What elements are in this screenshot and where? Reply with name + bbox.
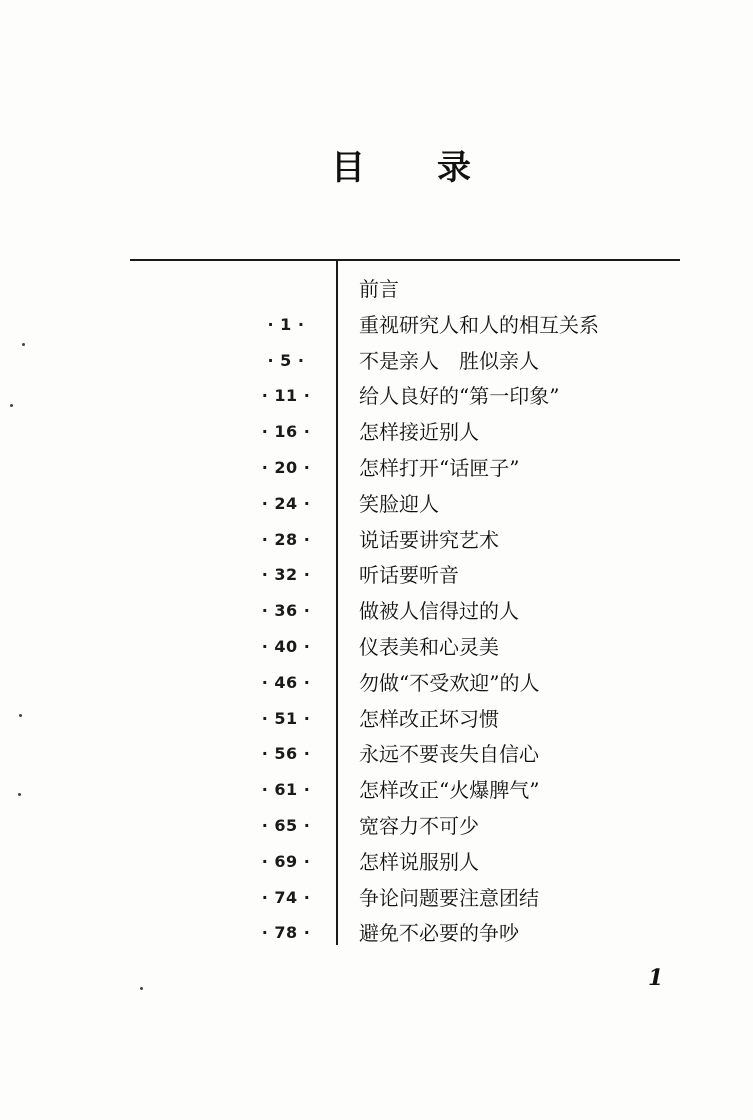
toc-entry-title: 仪表美和心灵美: [359, 634, 499, 659]
toc-entry-title: 怎样改正“火爆脾气”: [359, 778, 540, 803]
toc-entry: [0, 702, 753, 738]
toc-entry-title: 笑脸迎人: [359, 491, 439, 516]
toc-entry-title: 永远不要丧失自信心: [359, 742, 539, 767]
toc-page-number: · 32 ·: [261, 565, 311, 585]
toc-entry: [0, 487, 753, 523]
toc-entry-title: 不是亲人 胜似亲人: [359, 348, 539, 373]
toc-entry: [0, 451, 753, 487]
page-number-folio: 1: [648, 965, 664, 991]
toc-entry-title: 给人良好的“第一印象”: [359, 384, 560, 409]
toc-entry: [0, 558, 753, 594]
toc-entry-title: 怎样接近别人: [359, 420, 479, 445]
toc-entry: [0, 845, 753, 881]
toc-page-number: · 56 ·: [261, 744, 311, 764]
toc-page-number: · 24 ·: [261, 493, 311, 513]
toc-page-number: · 78 ·: [261, 923, 311, 943]
toc-page-number: · 69 ·: [261, 851, 311, 871]
scan-speck: [10, 404, 13, 407]
toc-entry-title: 怎样打开“话匣子”: [359, 455, 520, 480]
toc-entry: [0, 666, 753, 702]
page-title: [0, 146, 753, 196]
toc-entry-title: 听话要听音: [359, 563, 459, 588]
toc-entry: [0, 344, 753, 380]
title-char-1: 目: [331, 148, 365, 188]
toc-page-number: · 5 ·: [267, 350, 305, 370]
toc-page-number: · 28 ·: [261, 529, 311, 549]
scan-speck: [18, 793, 21, 796]
scan-speck: [19, 714, 22, 717]
toc-page-number: · 40 ·: [261, 636, 311, 656]
toc-page-number: · 61 ·: [261, 780, 311, 800]
toc-entry-title: 避免不必要的争吵: [359, 921, 519, 946]
toc-entry: [0, 916, 753, 952]
scan-speck: [22, 343, 25, 346]
toc-entry-title: 重视研究人和人的相互关系: [359, 312, 599, 337]
toc-entry: [0, 415, 753, 451]
toc-page-number: · 20 ·: [261, 457, 311, 477]
toc-entry-title: 争论问题要注意团结: [359, 885, 539, 910]
toc-page-number: · 74 ·: [261, 887, 311, 907]
toc-entry: [0, 523, 753, 559]
toc-page-number: · 46 ·: [261, 672, 311, 692]
toc-entry-title: 宽容力不可少: [359, 813, 479, 838]
horizontal-rule: [130, 259, 680, 261]
toc-entry: [0, 737, 753, 773]
toc-entry: [0, 630, 753, 666]
toc-entry-title: 做被人信得过的人: [359, 599, 519, 624]
toc-page-number: · 36 ·: [261, 601, 311, 621]
toc-entry: [0, 881, 753, 917]
toc-entry-title: 怎样改正坏习惯: [359, 706, 499, 731]
toc-page-number: · 16 ·: [261, 422, 311, 442]
toc-entry: [0, 809, 753, 845]
title-char-2: 录: [437, 148, 471, 188]
toc-entry-title: 怎样说服别人: [359, 849, 479, 874]
toc-entry: [0, 272, 753, 308]
scan-speck: [140, 987, 143, 990]
toc-entry: [0, 594, 753, 630]
toc-page-number: · 51 ·: [261, 708, 311, 728]
toc-entry: [0, 308, 753, 344]
toc-page-number: · 65 ·: [261, 815, 311, 835]
toc-entry: [0, 379, 753, 415]
toc-entry-title: 说话要讲究艺术: [359, 527, 499, 552]
toc-entry-title: 勿做“不受欢迎”的人: [359, 670, 540, 695]
toc-page-number: · 11 ·: [261, 386, 311, 406]
toc-entry: [0, 773, 753, 809]
toc-entry-title: 前言: [359, 277, 399, 301]
table-of-contents: [0, 272, 753, 952]
toc-page-number: · 1 ·: [267, 314, 305, 334]
